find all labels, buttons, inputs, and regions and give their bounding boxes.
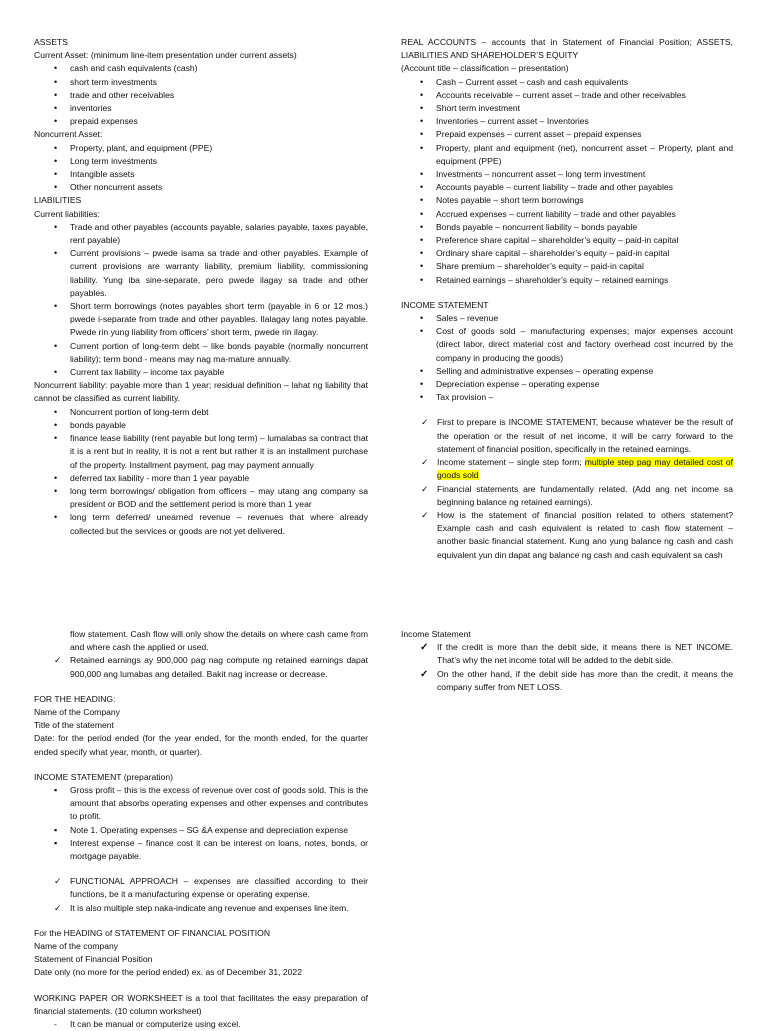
sfp-line: Date only (no more for the period ended) ex. as of December 31, 2022 [34,967,302,978]
check-item: ✓ First to prepare is INCOME STATEMENT, because whatever be the result of the operation or the result of net income, it will be carry forward to the statement of financial position, specifically in the retained earnings. [401,416,733,456]
list-item: • deferred tax liability - more than 1 year payable [34,472,368,485]
list-item: • Prepaid expenses – current asset – prepaid expenses [401,128,733,141]
list-item: • Noncurrent portion of long-term debt [34,406,368,419]
list-item: • Bonds payable – noncurrent liability – bonds payable [401,221,733,234]
list-item: • trade and other receivables [34,89,368,102]
list-item: • Cash – Current asset – cash and cash equivalents [401,76,733,89]
noncurrent-liabilities-list [34,406,368,538]
current-asset-heading: Current Asset: (minimum line-item presentation under current assets) [34,50,297,61]
list-item: • Current portion of long-term debt – like bonds payable (normally noncurrent liability); term bond - means may nag ma-mature annually. [34,340,368,366]
list-item: • Inventories – current asset – Inventories [401,115,733,128]
spacer [34,980,368,992]
income-statement-subheading: Income Statement [401,629,471,639]
real-accounts-list [401,76,733,287]
list-item: • finance lease liability (rent payable but long term) – lumalabas sa contract that it is a rent but in reality, it is not a rent but rather it is an installment purchase of the property. Installment payment, pag may payment annually [34,432,368,472]
list-item: • long term borrowings/ obligation from officers – may utang ang company sa president or BOD and the settlement period is more than 1 year [34,485,368,511]
heading-line: Title of the statement [34,720,114,731]
assets-heading: ASSETS [34,37,68,47]
list-item: • Short term borrowings (notes payables short term (payable in 6 or 12 mos.) pwede i-separate from trade and other payables. Ilalagay lang notes payable. Pwede rin yung liability from officers’ short term, pwede rin ilagay. [34,300,368,340]
list-item: • Long term investments [34,155,368,168]
income-statement-heading: INCOME STATEMENT [401,299,489,310]
worksheet-text: WORKING PAPER OR WORKSHEET is a tool that facilitates the easy preparation of financial statements. (10 column worksheet) [34,992,368,1016]
sfp-line: Statement of Financial Position [34,954,153,965]
retained-check-list [34,654,368,680]
noncurrent-liability-text: Noncurrent liability: payable more than 1 year; residual definition – lahat ng liability that cannot be classified as current liability. [34,380,368,404]
list-item: - It can be manual or computerize using excel. [34,1018,368,1031]
notes-check-list [401,416,733,561]
list-item: • short term investments [34,76,368,89]
heading-line: Name of the Company [34,707,120,718]
list-item: ▪ Interest expense – finance cost it can be interest on loans, notes, bonds, or mortgage payable. [34,837,368,863]
functional-check-list [34,875,368,915]
list-item: • Accounts payable – current liability – trade and other payables [401,181,733,194]
list-item: • bonds payable [34,419,368,432]
list-item: • Property, plant and equipment (net), noncurrent asset – Property, plant and equipment (PPE) [401,142,733,168]
sfp-line: Name of the company [34,941,119,952]
list-item: • Intangible assets [34,168,368,181]
list-item: • Sales – revenue [401,312,733,325]
list-item: • Tax provision – [401,391,733,404]
heading-date: Date: for the period ended (for the year ended, for the month ended, for the quarter ended specify what year, month, or quarter). [34,733,368,757]
list-item: ▪ Gross profit – this is the excess of revenue over cost of goods sold. This is the amount that absorbs operating expenses and other expenses and contributes to profit. [34,784,368,824]
check-item: ✓ How is the statement of financial position related to others statement? Example cash and cash equivalent is related to cash flow statement – another basic financial statement. Kung ano yung balance ng cash and cash equivalent yun din dapat ang balance ng cash and cash equivalent sa cash [401,509,733,562]
top-left-column [34,36,368,538]
income-statement-list [401,312,733,404]
bottom-left-column [34,628,368,1031]
noncurrent-asset-heading: Noncurrent Asset: [34,129,103,140]
account-title-note: (Account title – classification – presentation) [401,63,569,74]
spacer [34,681,368,693]
check-item-plain-text: Income statement – single step form; [437,457,585,468]
spacer [34,915,368,927]
highlighted-text: multiple step pag may detailed cost of goods sold [437,457,733,481]
liabilities-heading: LIABILITIES [34,195,82,206]
current-liabilities-list [34,221,368,379]
noncurrent-assets-list [34,142,368,195]
list-item: • Cost of goods sold – manufacturing expenses; major expenses account (direct labor, direct material cost and factory overhead cost incurred by the company in producing the goods) [401,325,733,365]
real-accounts-text: REAL ACCOUNTS – accounts that in Statement of Financial Position; ASSETS, LIABILITIES AND SHAREHOLDER’S EQUITY [401,37,733,61]
list-item: • Investments – noncurrent asset – long term investment [401,168,733,181]
worksheet-list [34,1018,368,1031]
list-item: • Notes payable – short term borrowings [401,194,733,207]
check-item: ✓ Retained earnings ay 900,000 pag nag compute ng retained earnings dapat 900,000 ang lumabas ang detailed. Bakit nag increase or decrease. [34,654,368,680]
heading-title: FOR THE HEADING: [34,693,116,704]
list-item: • Retained earnings – shareholder’s equity – retained earnings [401,274,733,287]
check-item-highlight [401,456,733,482]
list-item: • Share premium – shareholder’s equity – paid-in capital [401,260,733,273]
list-item: • prepaid expenses [34,115,368,128]
current-assets-list [34,62,368,128]
list-item: • Short term investment [401,102,733,115]
list-item: • cash and cash equivalents (cash) [34,62,368,75]
spacer [401,404,733,416]
list-item: • Current provisions – pwede isama sa trade and other payables. Example of current provisions are warranty liability, premium liability, commissioning liability. Yung iba sine-separate, pero pwede ilagay sa trade and other payables. [34,247,368,300]
current-liabilities-heading: Current liabilities: [34,208,100,219]
check-item: ✓ Financial statements are fundamentally related. (Add ang net income sa beginning balance ng retained earnings). [401,483,733,509]
list-item: • Property, plant, and equipment (PPE) [34,142,368,155]
list-item: ▪ Note 1. Operating expenses – SG &A expense and depreciation expense [34,824,368,837]
list-item: • Trade and other payables (accounts payable, salaries payable, taxes payable, rent payable) [34,221,368,247]
check-item: ✓ FUNCTIONAL APPROACH – expenses are classified according to their functions, be it a manufacturing expense or operating expense. [34,875,368,901]
check-item: ✓ If the credit is more than the debit side, it means there is NET INCOME. That’s why the net income total will be added to the debit side. [401,641,733,667]
list-item: • inventories [34,102,368,115]
spacer [34,863,368,875]
top-right-column [401,36,733,562]
income-prep-list [34,784,368,863]
net-income-check-list [401,641,733,694]
check-item: ✓ On the other hand, if the debit side has more than the credit, it means the company suffer from NET LOSS. [401,668,733,694]
list-item: • Depreciation expense – operating expense [401,378,733,391]
list-item: • Selling and administrative expenses – operating expense [401,365,733,378]
spacer [401,287,733,299]
list-item: • Other noncurrent assets [34,181,368,194]
check-item: ✓ It is also multiple step naka-indicate ang revenue and expenses line item. [34,902,368,915]
spacer [34,759,368,771]
sfp-heading: For the HEADING of STATEMENT OF FINANCIAL POSITION [34,927,271,938]
list-item: • Accounts receivable – current asset – trade and other receivables [401,89,733,102]
list-item: • Current tax liability – income tax payable [34,366,368,379]
bottom-right-column [401,628,733,694]
list-item: • Preference share capital – shareholder’s equity – paid-in capital [401,234,733,247]
income-prep-heading: INCOME STATEMENT (preparation) [34,771,173,782]
continuation-text: flow statement. Cash flow will only show the details on where cash came from and where cash the applied or used. [70,629,368,653]
list-item: • Accrued expenses – current liability – trade and other payables [401,208,733,221]
list-item: • Ordinary share capital – shareholder’s equity – paid-in capital [401,247,733,260]
list-item: • long term deferred/ unearned revenue – revenues that where already collected but the services or goods are not yet delivered. [34,511,368,537]
